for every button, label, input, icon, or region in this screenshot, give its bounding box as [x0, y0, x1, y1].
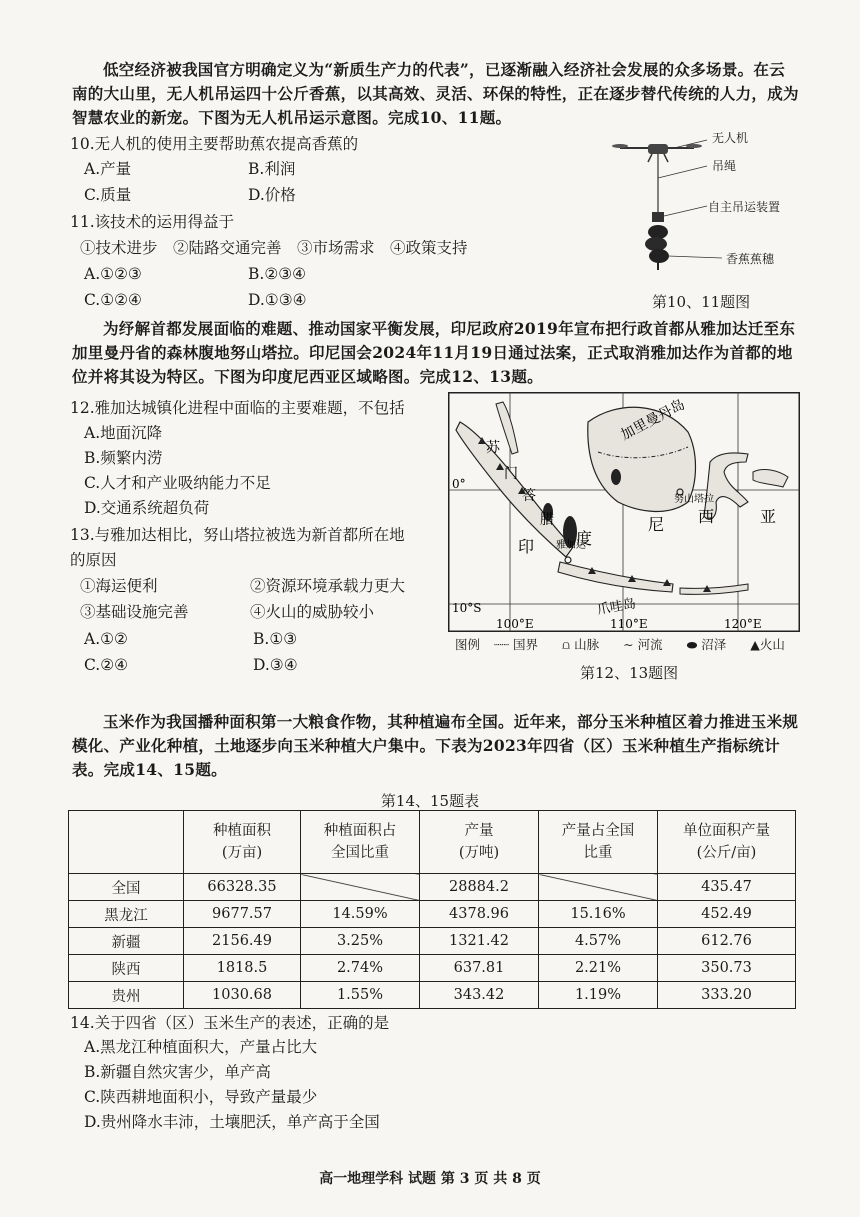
question-14-stem: 14.关于四省（区）玉米生产的表述，正确的是 [70, 1014, 390, 1032]
table-cell: 333.20 [658, 982, 796, 1009]
table-cell: 全国 [69, 874, 184, 901]
table-cell: 28884.2 [420, 874, 539, 901]
question-10-stem: 10.无人机的使用主要帮助蕉农提高香蕉的 [70, 135, 359, 153]
q14-option-d: D.贵州降水丰沛，土壤肥沃，单产高于全国 [84, 1113, 380, 1131]
map-label-ya: 亚 [760, 507, 777, 526]
table-row [69, 928, 796, 955]
q11-option-c: C.①②④ [84, 291, 142, 309]
q10-option-c: C.质量 [84, 186, 132, 204]
q10-option-b: B.利润 [248, 160, 296, 178]
table-cell: 1.19% [539, 982, 658, 1009]
q11-option-b: B.②③④ [248, 265, 307, 283]
intro-paragraph-indonesia: 为纾解首都发展面临的难题、推动国家平衡发展，印尼政府2019年宣布把行政首都从雅加达迁至东加里曼丹省的森林腹地努山塔拉。印尼国会2024年11月19日通过法案，正式取消雅加达作为首都的地位并将其设为特区。下图为印度尼西亚区域略图。完成12、13题。 [72, 319, 796, 386]
table-cell: 1321.42 [420, 928, 539, 955]
drone-icon [612, 144, 702, 162]
header-cell: 产量 (万吨) [420, 811, 539, 874]
q13-item-1: ①海运便利 [80, 577, 158, 595]
map-label-yin: 印 [518, 537, 535, 556]
intro-paragraph-drone: 低空经济被我国官方明确定义为“新质生产力的代表”，已逐渐融入经济社会发展的众多场景。在云南的大山里，无人机吊运四十公斤香蕉，以其高效、灵活、环保的特性，正在逐步替代传统的人力，成为智慧农业的新宠。下图为无人机吊运示意图。完成10、11题。 [72, 60, 799, 127]
table-cell: 9677.57 [184, 901, 301, 928]
q14-option-b: B.新疆自然灾害少，单产高 [84, 1063, 271, 1081]
legend-swamp: ⬬ 沼泽 [686, 637, 727, 652]
map-label-sumatra-3: 答 [522, 488, 536, 504]
hoist-device-icon [652, 212, 664, 222]
table-cell: 黑龙江 [69, 901, 184, 928]
map-label-100e: 100°E [496, 617, 534, 631]
table-header-row [69, 811, 796, 874]
map-label-nusantara: 努山塔拉 [674, 494, 714, 505]
table-cell: 1030.68 [184, 982, 301, 1009]
table-cell: 15.16% [539, 901, 658, 928]
q10-option-a: A.产量 [84, 160, 132, 178]
map-label-sumatra-4: 腊 [540, 512, 554, 528]
table-cell: 1.55% [301, 982, 420, 1009]
legend-border: ┈┈ 国界 [494, 637, 539, 652]
corn-statistics-table [68, 810, 796, 1009]
rope-label: 吊绳 [712, 159, 737, 173]
page-footer: 高一地理学科 试题 第 3 页 共 8 页 [319, 1171, 541, 1187]
q11-option-a: A.①②③ [84, 265, 142, 283]
table-cell-blank [539, 874, 658, 901]
table-cell: 350.73 [658, 955, 796, 982]
map-label-equator: 0° [452, 477, 466, 491]
question-12-stem: 12.雅加达城镇化进程中面临的主要难题，不包括 [70, 399, 405, 417]
table-row [69, 901, 796, 928]
header-cell: 种植面积占 全国比重 [301, 811, 420, 874]
table-cell: 2.74% [301, 955, 420, 982]
table-cell: 66328.35 [184, 874, 301, 901]
q12-option-a: A.地面沉降 [84, 424, 163, 442]
map-label-kalimantan: 加里曼丹岛 [618, 396, 688, 444]
legend-mountain: ⩍ 山脉 [562, 637, 600, 652]
q13-option-b: B.①③ [253, 630, 298, 648]
header-cell [69, 811, 184, 874]
q14-option-a: A.黑龙江种植面积大，产量占比大 [84, 1038, 318, 1056]
table-row [69, 874, 796, 901]
table-cell: 637.81 [420, 955, 539, 982]
q13-item-2: ②资源环境承载力更大 [250, 577, 406, 595]
table-cell: 贵州 [69, 982, 184, 1009]
map-label-ni: 尼 [648, 515, 665, 534]
map-label-sumatra-1: 苏 [486, 440, 500, 456]
map-label-xi: 西 [698, 507, 715, 526]
header-cell: 种植面积 (万亩) [184, 811, 301, 874]
map-caption: 第12、13题图 [580, 664, 679, 682]
q12-option-c: C.人才和产业吸纳能力不足 [84, 474, 271, 492]
table-cell: 612.76 [658, 928, 796, 955]
map-label-120e: 120°E [724, 617, 762, 631]
q12-option-d: D.交通系统超负荷 [84, 499, 210, 517]
table-cell: 452.49 [658, 901, 796, 928]
table-cell: 陕西 [69, 955, 184, 982]
q13-option-d: D.③④ [253, 656, 298, 674]
question-13-stem: 13.与雅加达相比，努山塔拉被选为新首都所在地 [70, 526, 405, 544]
header-cell: 产量占全国 比重 [539, 811, 658, 874]
banana-label: 香蕉蕉穗 [726, 252, 775, 266]
q13-item-4: ④火山的威胁较小 [250, 603, 375, 621]
q13-option-a: A.①② [84, 630, 128, 648]
table-cell: 新疆 [69, 928, 184, 955]
map-label-sumatra-2: 门 [504, 466, 518, 482]
map-legend [455, 635, 805, 653]
q10-option-d: D.价格 [248, 186, 296, 204]
table-cell: 1818.5 [184, 955, 301, 982]
table-cell: 2156.49 [184, 928, 301, 955]
q11-items: ①技术进步 ②陆路交通完善 ③市场需求 ④政策支持 [80, 239, 468, 257]
table-cell: 14.59% [301, 901, 420, 928]
banana-bunch-icon [645, 225, 669, 270]
table-cell: 343.42 [420, 982, 539, 1009]
table-row [69, 982, 796, 1009]
table-cell: 435.47 [658, 874, 796, 901]
intro-paragraph-corn: 玉米作为我国播种面积第一大粮食作物，其种植遍布全国。近年来，部分玉米种植区着力推进玉米规模化、产业化种植，土地逐步向玉米种植大户集中。下表为2023年四省（区）玉米种植生产指标统计表。完成14、15题。 [72, 712, 799, 779]
hoist-device-label: 自主吊运装置 [708, 200, 781, 214]
map-label-jakarta: 雅加达 [556, 540, 586, 551]
legend-volcano: ▲火山 [750, 637, 785, 652]
q12-option-b: B.频繁内涝 [84, 449, 163, 467]
table-cell: 3.25% [301, 928, 420, 955]
table-cell: 4378.96 [420, 901, 539, 928]
question-13-stem-cont: 的原因 [70, 551, 117, 569]
table-cell-blank [301, 874, 420, 901]
question-11-stem: 11.该技术的运用得益于 [70, 213, 235, 231]
legend-title: 图例 [455, 637, 481, 652]
q13-option-c: C.②④ [84, 656, 129, 674]
map-label-110e: 110°E [610, 617, 648, 631]
map-label-java: 爪哇岛 [596, 596, 638, 618]
q13-item-3: ③基础设施完善 [80, 603, 189, 621]
legend-river: ∼ 河流 [623, 637, 663, 652]
q14-option-c: C.陕西耕地面积小，导致产量最少 [84, 1088, 318, 1106]
map-label-10s: 10°S [452, 601, 482, 615]
table-caption: 第14、15题表 [380, 792, 480, 810]
table-cell: 2.21% [539, 955, 658, 982]
map-label-du: 度 [576, 529, 593, 548]
header-cell: 单位面积产量 (公斤/亩) [658, 811, 796, 874]
drone-label: 无人机 [712, 131, 749, 145]
indonesia-map [448, 392, 800, 632]
table-row [69, 955, 796, 982]
drone-figure-caption: 第10、11题图 [652, 293, 751, 311]
q11-option-d: D.①③④ [248, 291, 307, 309]
table-cell: 4.57% [539, 928, 658, 955]
